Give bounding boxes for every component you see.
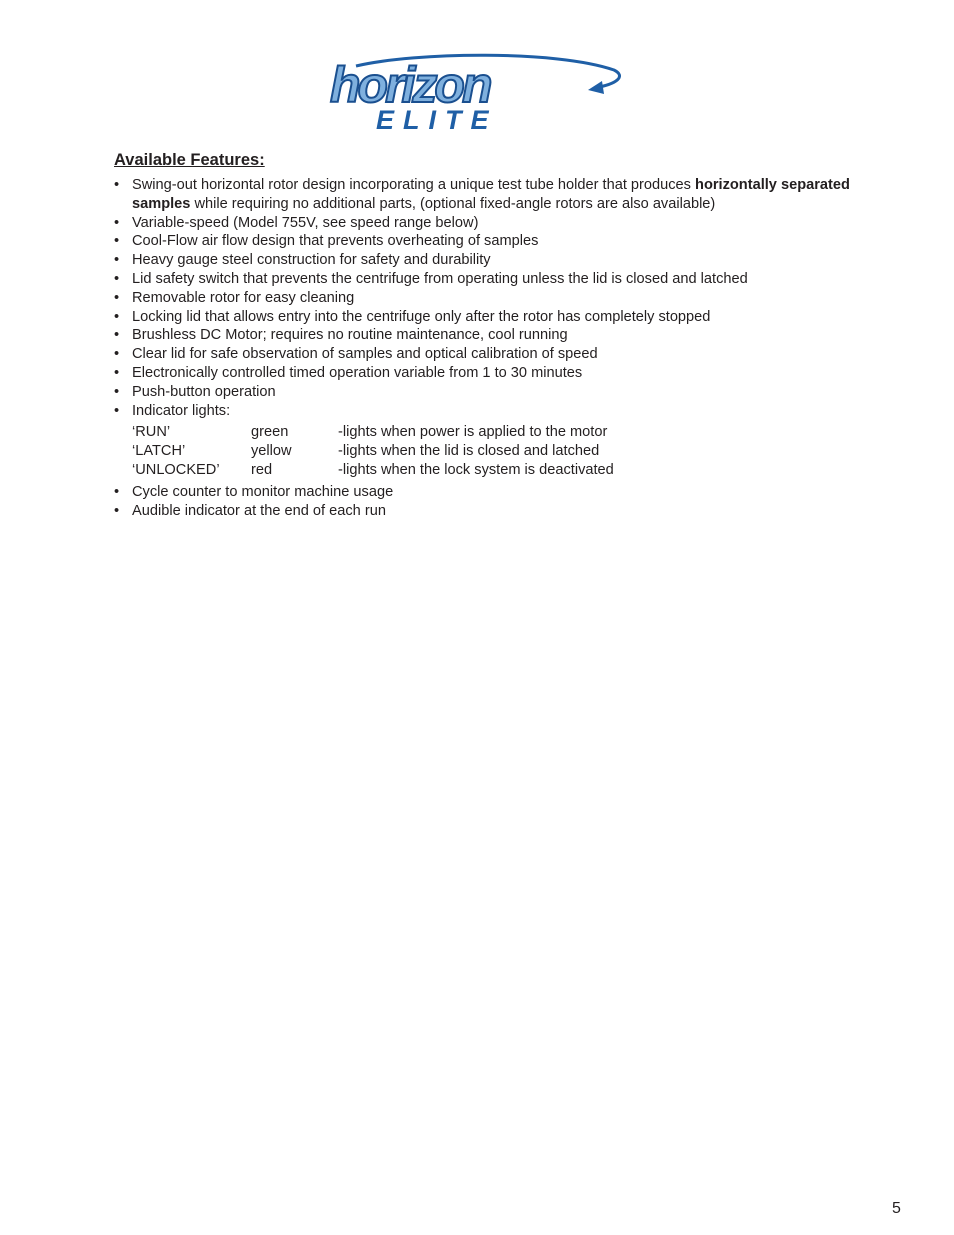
bullet: • [114, 289, 120, 306]
bullet: • [114, 214, 120, 231]
bullet: • [114, 502, 120, 519]
feature-text: Heavy gauge steel construction for safety and durability [132, 252, 491, 269]
table-row [132, 442, 614, 461]
bullet: • [114, 402, 120, 419]
feature-text: Cool-Flow air flow design that prevents overheating of samples [132, 233, 539, 250]
list-item [114, 176, 854, 214]
indicator-color: yellow [251, 443, 292, 460]
list-item [114, 326, 854, 345]
logo-wordmark: horizon [330, 57, 490, 113]
logo-subtitle: ELITE [376, 105, 498, 134]
feature-text: Brushless DC Motor; requires no routine maintenance, cool running [132, 327, 568, 344]
feature-bold-text: horizontally separated samples [132, 177, 850, 212]
list-item [114, 289, 854, 308]
swoosh-arrowhead [588, 81, 604, 94]
list-item [114, 364, 854, 383]
bullet: • [114, 327, 120, 344]
feature-text: Electronically controlled timed operation variable from 1 to 30 minutes [132, 364, 583, 381]
feature-text: Indicator lights: [132, 402, 231, 419]
feature-text: Locking lid that allows entry into the centrifuge only after the rotor has completely stopped [132, 308, 711, 325]
page-number: 5 [892, 1200, 901, 1217]
bullet: • [114, 364, 120, 381]
features-list-continued [114, 483, 854, 521]
logo-graphic [326, 52, 626, 134]
feature-text: Cycle counter to monitor machine usage [132, 483, 394, 500]
horizon-elite-logo [326, 52, 626, 134]
bullet: • [114, 252, 120, 269]
indicator-name: ‘UNLOCKED’ [132, 461, 220, 478]
list-item [114, 383, 854, 402]
features-section [114, 150, 854, 520]
indicator-lights-table [132, 423, 614, 479]
indicator-description: -lights when power is applied to the motor [338, 424, 608, 441]
feature-text: Swing-out horizontal rotor design incorporating a unique test tube holder that produces [132, 177, 696, 193]
feature-text: while requiring no additional parts, (optional fixed-angle rotors are also available) [190, 195, 716, 212]
feature-text: Audible indicator at the end of each run [132, 502, 386, 519]
list-item [114, 502, 854, 521]
indicator-description: -lights when the lid is closed and latched [338, 443, 600, 460]
feature-text: Lid safety switch that prevents the centrifuge from operating unless the lid is closed and latched [132, 270, 748, 287]
features-list [114, 176, 854, 420]
bullet: • [114, 383, 120, 400]
bullet: • [114, 308, 120, 325]
indicator-color: red [251, 461, 273, 478]
section-heading: Available Features: [114, 151, 265, 169]
list-item [114, 402, 854, 421]
indicator-description: -lights when the lock system is deactivated [338, 461, 614, 478]
indicator-color: green [251, 424, 289, 441]
list-item [114, 483, 854, 502]
bullet: • [114, 346, 120, 363]
feature-text: Clear lid for safe observation of samples and optical calibration of speed [132, 346, 598, 363]
bullet: • [114, 483, 120, 500]
list-item [114, 308, 854, 327]
feature-text: Removable rotor for easy cleaning [132, 289, 355, 306]
table-row [132, 461, 614, 480]
bullet: • [114, 270, 120, 287]
list-item [114, 232, 854, 251]
bullet: • [114, 177, 120, 193]
list-item [114, 214, 854, 233]
feature-text: Variable-speed (Model 755V, see speed range below) [132, 214, 479, 231]
feature-text: Push-button operation [132, 383, 276, 400]
list-item [114, 270, 854, 289]
list-item [114, 345, 854, 364]
bullet: • [114, 233, 120, 250]
indicator-name: ‘LATCH’ [132, 443, 186, 460]
indicator-name: ‘RUN’ [132, 424, 171, 441]
list-item [114, 251, 854, 270]
table-row [132, 423, 614, 442]
